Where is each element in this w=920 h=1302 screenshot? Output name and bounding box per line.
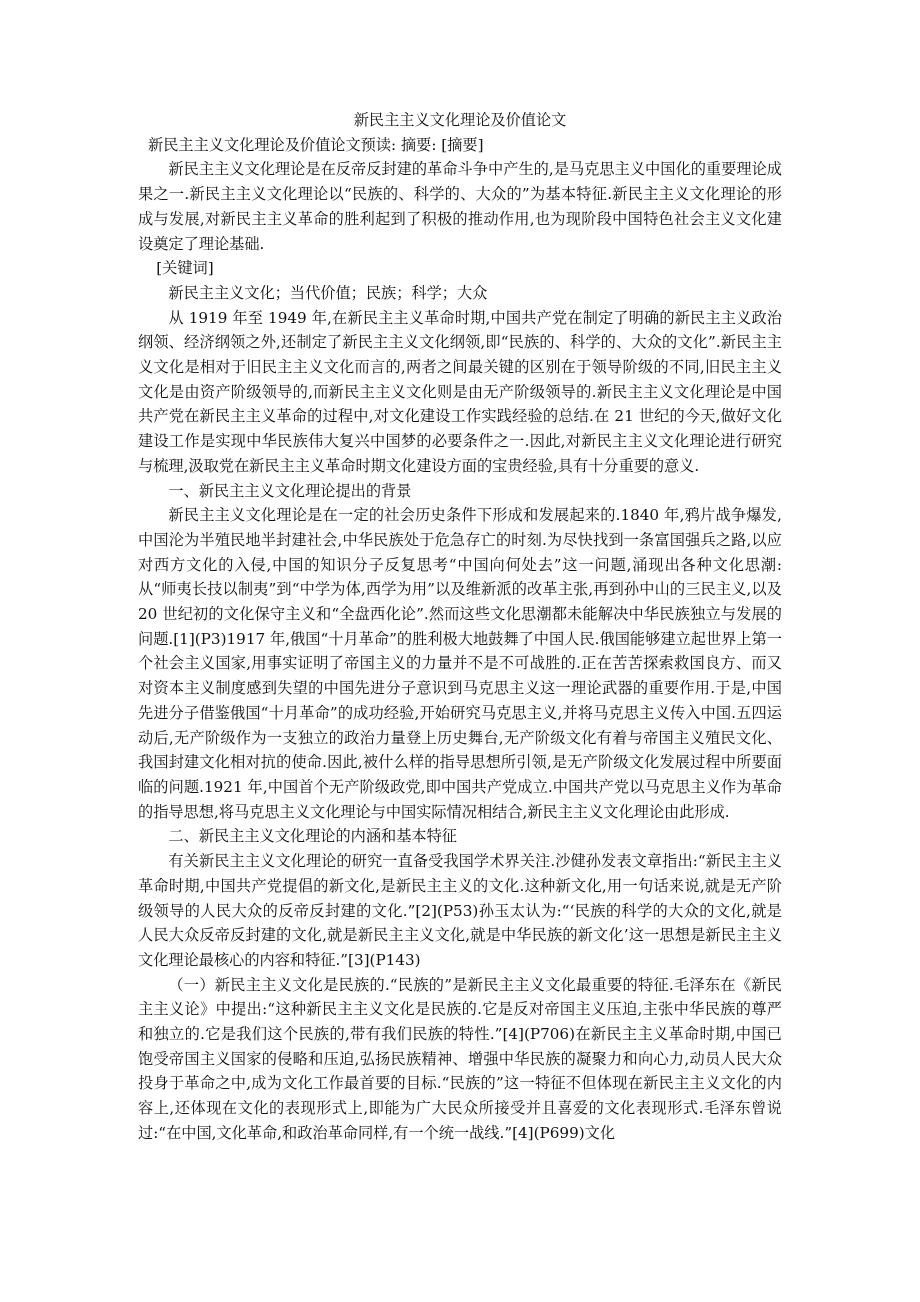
intro-line: 新民主主义文化理论及价值论文预读: 摘要: [摘要] <box>148 135 484 154</box>
abstract-paragraph: 新民主主义文化理论是在反帝反封建的革命斗争中产生的,是马克思主义中国化的重要理论成果之一.新民主主义文化理论以“民族的、科学的、大众的”为基本特征.新民主主义文化理论的形成与发展,对新民主主义革命的胜利起到了积极的推动作用,也为现阶段中国特色社会主义文化建设奠定了理论基础. <box>138 160 782 253</box>
body-paragraph-4: （一）新民主主义文化是民族的.“民族的”是新民主主义文化最重要的特征.毛泽东在《新民主主义论》中提出:“这种新民主主义文化是民族的.它是反对帝国主义压迫,主张中华民族的尊严和独立的.它是我们这个民族的,带有我们民族的特性.”[4](P706)在新民主主义革命时期,中国已饱受帝国主义国家的侵略和压迫,弘扬民族精神、增强中华民族的凝聚力和向心力,动员人民大众投身于革命之中,成为文化工作最首要的目标.“民族的”这一特征不但体现在新民主主义文化的内容上,还体现在文化的表现形式上,即能为广大民众所接受并且喜爱的文化表现形式.毛泽东曾说过:“在中国,文化革命,和政治革命同样,有一个统一战线.”[4](P699)文化 <box>138 975 782 1142</box>
keywords-label: [关键词] <box>156 259 214 278</box>
section-heading-1: 一、新民主主义文化理论提出的背景 <box>168 481 412 500</box>
body-paragraph-1: 从 1919 年至 1949 年,在新民主主义革命时期,中国共产党在制定了明确的新民主主义政治纲领、经济纲领之外,还制定了新民主主义文化纲领,即“民族的、科学的、大众的文化”.新民主主义文化是相对于旧民主主义文化而言的,两者之间最关键的区别在于领导阶级的不同,旧民主主义文化是由资产阶级领导的,而新民主主义文化则是由无产阶级领导的.新民主主义文化理论是中国共产党在新民主主义革命的过程中,对文化建设工作实践经验的总结.在 21 世纪的今天,做好文化建设工作是实现中华民族伟大复兴中国梦的必要条件之一.因此,对新民主主义文化理论进行研究与梳理,汲取党在新民主主义革命时期文化建设方面的宝贵经验,具有十分重要的意义. <box>138 308 782 475</box>
body-paragraph-2: 新民主主义文化理论是在一定的社会历史条件下形成和发展起来的.1840 年,鸦片战争爆发,中国沦为半殖民地半封建社会,中华民族处于危急存亡的时刻.为尽快找到一条富国强兵之路,以应对西方文化的入侵,中国的知识分子反复思考“中国向何处去”这一问题,涌现出各种文化思潮:从“师夷长技以制夷”到“中学为体,西学为用”以及维新派的改革主张,再到孙中山的三民主义,以及 20 世纪初的文化保守主义和“全盘西化论”.然而这些文化思潮都未能解决中华民族独立与发展的问题.[1](P3)1917 年,俄国“十月革命”的胜利极大地鼓舞了中国人民.俄国能够建立起世界上第一个社会主义国家,用事实证明了帝国主义的力量并不是不可战胜的.正在苦苦探索救国良方、而又对资本主义制度感到失望的中国先进分子意识到马克思主义这一理论武器的重要作用.于是,中国先进分子借鉴俄国“十月革命”的成功经验,开始研究马克思主义,并将马克思主义传入中国.五四运动后,无产阶级作为一支独立的政治力量登上历史舞台,无产阶级文化有着与帝国主义殖民文化、我国封建文化相对抗的使命.因此,被什么样的指导思想所引领,是无产阶级文化发展过程中所要面临的问题.1921 年,中国首个无产阶级政党,即中国共产党成立.中国共产党以马克思主义作为革命的指导思想,将马克思主义文化理论与中国实际情况相结合,新民主主义文化理论由此形成. <box>138 506 782 821</box>
keywords-text: 新民主主义文化；当代价值；民族；科学；大众 <box>168 283 488 302</box>
section-heading-2: 二、新民主主义文化理论的内涵和基本特征 <box>168 827 457 846</box>
body-paragraph-3: 有关新民主主义文化理论的研究一直备受我国学术界关注.沙健孙发表文章指出:“新民主主义革命时期,中国共产党提倡的新文化,是新民主主义的文化.这种新文化,用一句话来说,就是无产阶级领导的人民大众的反帝反封建的文化.”[2](P53)孙玉太认为:“‘民族的科学的大众的文化,就是人民大众反帝反封建的文化,就是新民主主义文化,就是中华民族的新文化’这一思想是新民主主义文化理论最核心的内容和特征.”[3](P143) <box>138 852 782 969</box>
document-title: 新民主主义文化理论及价值论文 <box>353 111 567 129</box>
